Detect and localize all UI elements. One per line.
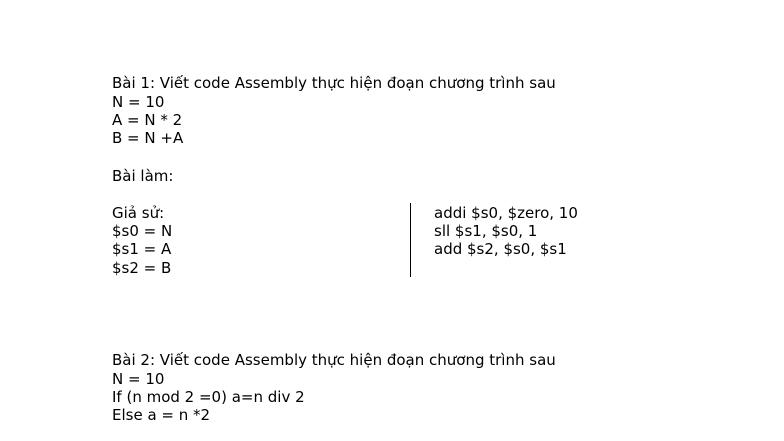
bai2-line-if: If (n mod 2 =0) a=n div 2	[112, 388, 305, 406]
bai2-line-else: Else a = n *2	[112, 406, 211, 424]
column-divider	[410, 203, 411, 277]
bai1-line-n: N = 10	[112, 93, 165, 111]
assumption-s0: $s0 = N	[112, 222, 173, 240]
code-line-add: add $s2, $s0, $s1	[434, 240, 567, 258]
code-line-addi: addi $s0, $zero, 10	[434, 204, 578, 222]
assumption-s2: $s2 = B	[112, 259, 172, 277]
bai1-line-a: A = N * 2	[112, 111, 183, 129]
bai2-line-n: N = 10	[112, 370, 165, 388]
assumption-heading: Giả sử:	[112, 204, 165, 222]
bai1-title: Bài 1: Viết code Assembly thực hiện đoạn chương trình sau	[112, 74, 556, 92]
assumption-s1: $s1 = A	[112, 240, 172, 258]
bai-lam-heading: Bài làm:	[112, 167, 174, 185]
code-line-sll: sll $s1, $s0, 1	[434, 222, 538, 240]
bai2-title: Bài 2: Viết code Assembly thực hiện đoạn chương trình sau	[112, 351, 556, 369]
bai1-line-b: B = N +A	[112, 129, 184, 147]
